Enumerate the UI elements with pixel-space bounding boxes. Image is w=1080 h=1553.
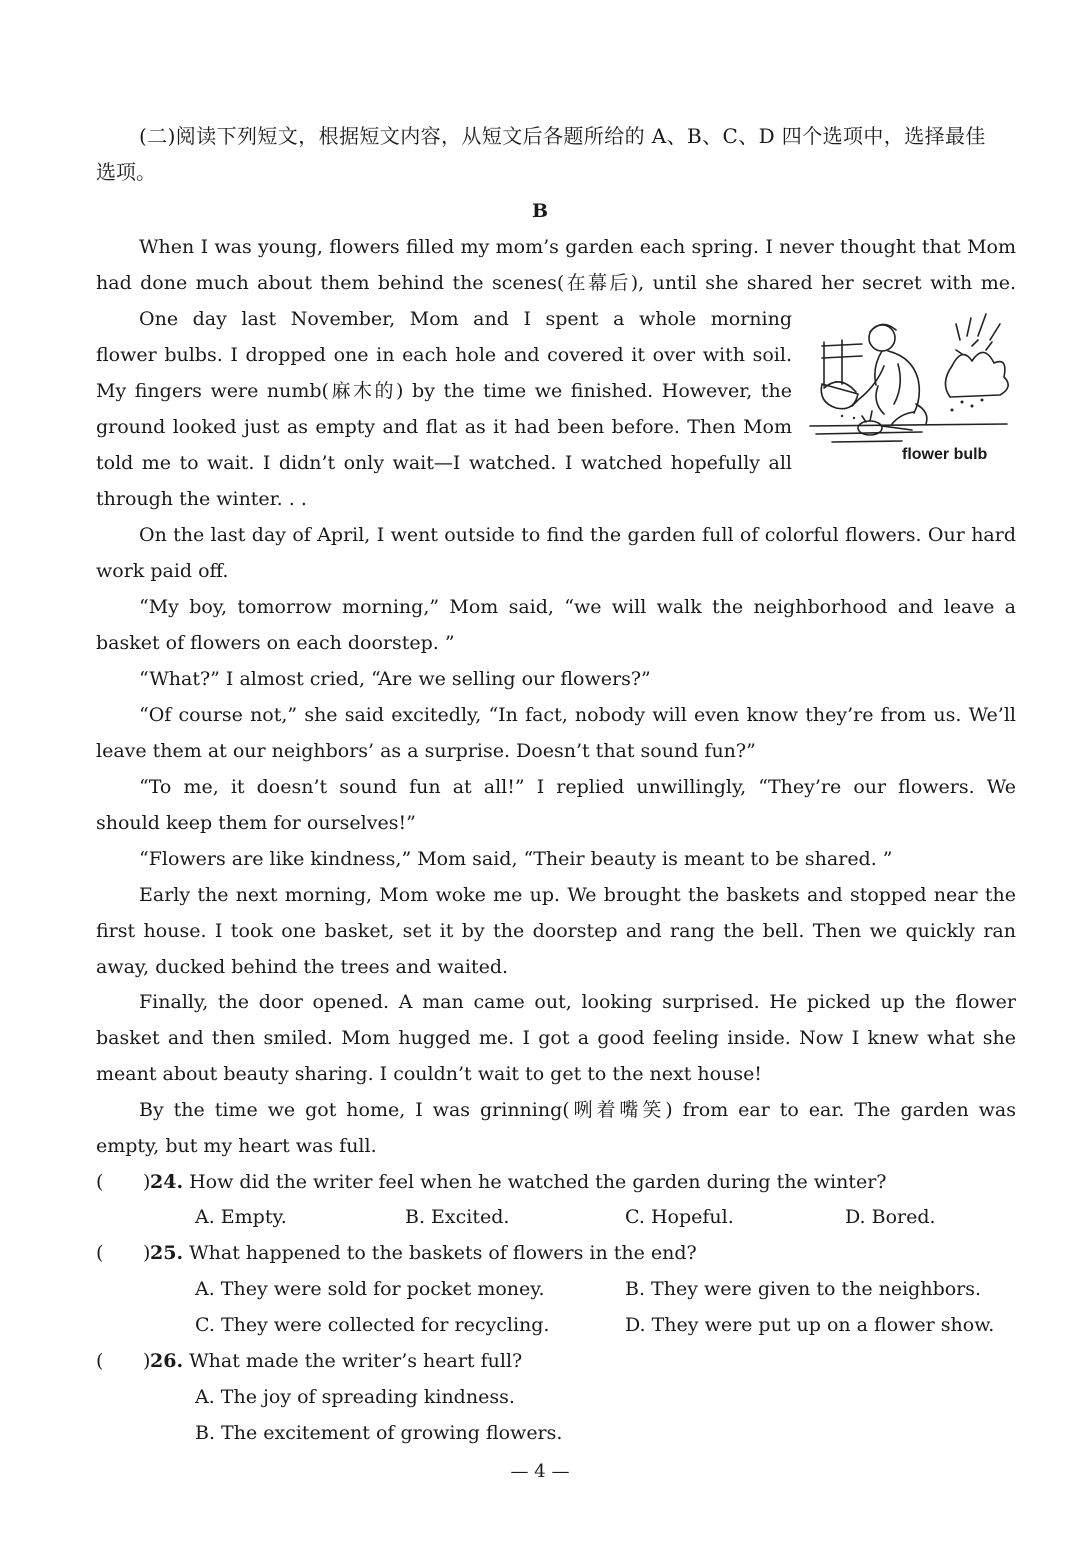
option-a: A. Empty. [195, 1206, 287, 1228]
option-d: D. Bored. [845, 1206, 936, 1228]
passage-line: Finally, the door opened. A man came out, looking surprised. He picked up the flower [139, 991, 1016, 1013]
passage-line: flower bulbs. I dropped one in each hole and covered it over with soil. [96, 344, 792, 366]
passage-line: “My boy, tomorrow morning,” Mom said, “we will walk the neighborhood and leave a [139, 596, 1016, 618]
passage-line: When I was young, flowers filled my mom’s garden each spring. I never thought that Mom [139, 236, 1016, 258]
passage-line: One day last November, Mom and I spent a whole morning [139, 308, 792, 330]
option-b: B. Excited. [405, 1206, 510, 1228]
question-stem: What made the writer’s heart full? [189, 1350, 523, 1372]
passage-line: first house. I took one basket, set it by the doorstep and rang the bell. Then we quickly ran [96, 920, 1016, 942]
question-stem: What happened to the baskets of flowers in the end? [189, 1242, 697, 1264]
passage-line: away, ducked behind the trees and waited. [96, 956, 509, 978]
passage-line: “Of course not,” she said excitedly, “In fact, nobody will even know they’re from us. We’ll [139, 704, 1016, 726]
passage-line: leave them at our neighbors’ as a surprise. Doesn’t that sound fun?” [96, 740, 756, 762]
passage-line: had done much about them behind the scenes(在幕后), until she shared her secret with me. [96, 272, 1016, 294]
question-25 [150, 1241, 697, 1265]
question-24 [150, 1170, 886, 1194]
passage-line: “To me, it doesn’t sound fun at all!” I replied unwillingly, “They’re our flowers. We [139, 776, 1016, 798]
passage-line: meant about beauty sharing. I couldn’t wait to get to the next house! [96, 1063, 762, 1085]
passage-line: Early the next morning, Mom woke me up. We brought the baskets and stopped near the [139, 884, 1016, 906]
passage-line: My fingers were numb(麻木的) by the time we finished. However, the [96, 380, 792, 402]
answer-bracket-close: ) [143, 1171, 151, 1193]
reading-instructions: (二)阅读下列短文，根据短文内容，从短文后各题所给的 A、B、C、D 四个选项中，选择最佳 [139, 124, 986, 148]
passage-line: through the winter. . . [96, 488, 307, 510]
option-c: C. Hopeful. [625, 1206, 734, 1228]
answer-bracket-open: ( [96, 1350, 104, 1372]
question-number: 26. [150, 1350, 184, 1372]
option-a: A. They were sold for pocket money. [195, 1278, 545, 1300]
passage-line: should keep them for ourselves!” [96, 812, 416, 834]
passage-line: By the time we got home, I was grinning(咧着嘴笑) from ear to ear. The garden was [139, 1099, 1016, 1121]
passage-line: basket of flowers on each doorstep. ” [96, 632, 455, 654]
figure-caption: flower bulb [902, 446, 988, 463]
passage-line: On the last day of April, I went outside to find the garden full of colorful flowers. Our hard [139, 524, 1016, 546]
option-b: B. They were given to the neighbors. [625, 1278, 982, 1300]
question-26 [150, 1349, 522, 1373]
question-number: 25. [150, 1242, 184, 1264]
passage-line: “What?” I almost cried, “Are we selling our flowers?” [139, 668, 651, 690]
option-d: D. They were put up on a flower show. [625, 1314, 995, 1336]
reading-instructions-continued: 选项。 [96, 160, 156, 184]
option-c: C. They were collected for recycling. [195, 1314, 550, 1336]
passage-line: ground looked just as empty and flat as it had been before. Then Mom [96, 416, 792, 438]
passage-line: basket and then smiled. Mom hugged me. I got a good feeling inside. Now I knew what she [96, 1027, 1016, 1049]
option-b: B. The excitement of growing flowers. [195, 1422, 563, 1444]
passage-line: work paid off. [96, 560, 229, 582]
passage-line: “Flowers are like kindness,” Mom said, “Their beauty is meant to be shared. ” [139, 848, 893, 870]
option-a: A. The joy of spreading kindness. [195, 1386, 515, 1408]
question-stem: How did the writer feel when he watched the garden during the winter? [189, 1171, 887, 1193]
page-number: — 4 — [510, 1461, 570, 1482]
answer-bracket-close: ) [143, 1350, 151, 1372]
question-number: 24. [150, 1171, 184, 1193]
passage-line: empty, but my heart was full. [96, 1135, 377, 1157]
answer-bracket-open: ( [96, 1171, 104, 1193]
passage-label: B [531, 200, 549, 222]
answer-bracket-open: ( [96, 1242, 104, 1264]
answer-bracket-close: ) [143, 1242, 151, 1264]
passage-line: told me to wait. I didn’t only wait—I watched. I watched hopefully all [96, 452, 792, 474]
